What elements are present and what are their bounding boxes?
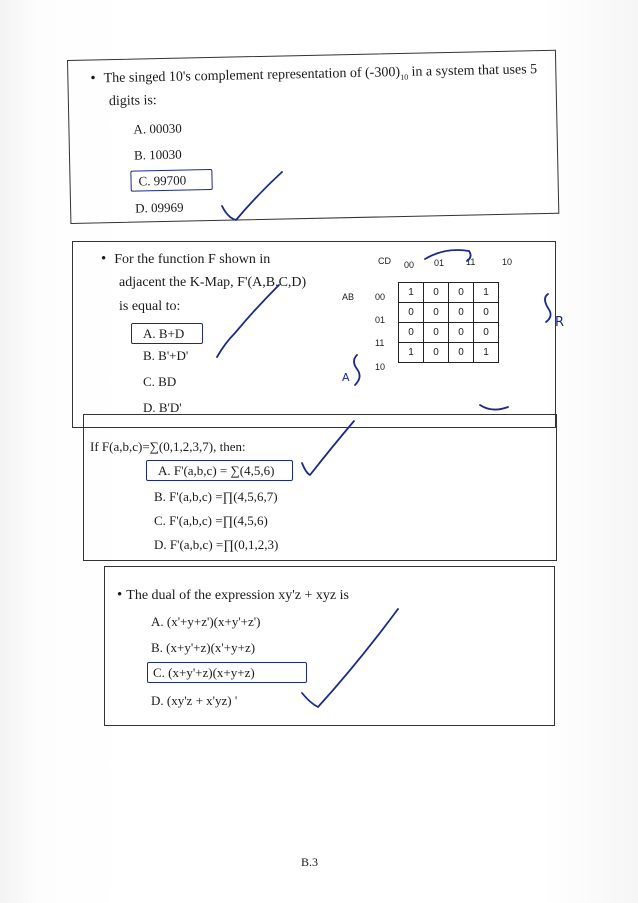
question-3-option-b[interactable]: B. F'(a,b,c) =∏(4,5,6,7) (154, 489, 278, 504)
question-4-stem (117, 587, 349, 604)
kmap-cell: 0 (424, 303, 449, 323)
question-1-stem-end: in a system that uses 5 (411, 62, 538, 80)
kmap-cell: 0 (424, 283, 449, 303)
kmap-row (399, 343, 499, 363)
kmap-cell: 1 (474, 343, 499, 363)
question-4-stem-text: The dual of the expression xy'z + xyz is (126, 588, 349, 603)
question-2-option-b[interactable]: B. B'+D' (143, 348, 189, 363)
question-2-option-d[interactable]: D. B'D' (143, 400, 182, 415)
question-1-option-d[interactable]: D. 09969 (134, 199, 184, 216)
kmap-row-header: 11 (375, 338, 385, 348)
kmap-cell: 1 (474, 283, 499, 303)
bullet-icon: • (117, 587, 123, 603)
answer-highlight-box (130, 169, 212, 192)
question-1-option-c[interactable]: C. 99700 (138, 172, 187, 189)
question-1-stem-line2: digits is: (108, 93, 157, 110)
question-4-option-b[interactable]: B. (x+y'+z)(x'+y+z) (151, 640, 256, 655)
kmap-col-header: 01 (434, 258, 445, 268)
question-4-option-c[interactable]: C. (x+y'+z)(x+y+z) (153, 665, 255, 680)
question-2-stem-line3: is equal to: (119, 299, 181, 314)
kmap-cell: 1 (399, 343, 424, 363)
kmap-col-header: 10 (502, 257, 513, 267)
kmap-cell: 0 (424, 323, 449, 343)
question-1-option-a[interactable]: A. 00030 (133, 120, 182, 137)
karnaugh-map (342, 250, 542, 410)
question-4-box (104, 566, 555, 726)
kmap-cell: 0 (449, 283, 474, 303)
kmap-row-header: 10 (375, 362, 386, 372)
kmap-col-header: 00 (404, 260, 415, 270)
kmap-cd-label: CD (378, 256, 391, 266)
question-1-stem-text: The singed 10's complement representation of (-300) (103, 65, 401, 87)
question-2-option-c[interactable]: C. BD (143, 374, 177, 389)
kmap-cell: 0 (449, 303, 474, 323)
kmap-row (399, 283, 499, 303)
question-1-stem-line1 (90, 61, 537, 88)
kmap-cell: 1 (399, 283, 424, 303)
question-2-stem-text: For the function F shown in (114, 252, 271, 267)
bullet-icon: • (101, 251, 107, 267)
kmap-cell: 0 (474, 303, 499, 323)
kmap-row-header: 00 (375, 292, 386, 302)
question-2-stem-line2: adjacent the K-Map, F'(A,B,C,D) (119, 275, 307, 290)
kmap-row (399, 303, 499, 323)
handwritten-label-right: R (555, 315, 565, 330)
kmap-grid (398, 282, 499, 363)
kmap-row (399, 323, 499, 343)
bullet-icon: • (90, 70, 96, 87)
subscript-base: 10 (400, 72, 409, 82)
kmap-cell: 0 (399, 323, 424, 343)
kmap-cell: 0 (449, 323, 474, 343)
question-3-option-d[interactable]: D. F'(a,b,c) =∏(0,1,2,3) (154, 537, 279, 552)
handwritten-label-left: A (342, 371, 350, 384)
kmap-row-header: 01 (375, 315, 386, 325)
page-number: B.3 (301, 855, 319, 869)
kmap-cell: 0 (399, 303, 424, 323)
answer-highlight-box (146, 460, 293, 481)
kmap-cell: 0 (474, 323, 499, 343)
question-3-option-a[interactable]: A. F'(a,b,c) = ∑(4,5,6) (158, 463, 275, 478)
kmap-col-header: 11 (466, 257, 476, 267)
answer-highlight-box (147, 662, 307, 683)
question-1-box (67, 50, 559, 224)
kmap-ab-label: AB (342, 292, 355, 302)
question-1-option-b[interactable]: B. 10030 (133, 146, 182, 163)
question-3-option-c[interactable]: C. F'(a,b,c) =∏(4,5,6) (154, 513, 268, 528)
question-4-option-a[interactable]: A. (x'+y+z')(x+y'+z') (151, 614, 261, 629)
question-3-stem: If F(a,b,c)=∑(0,1,2,3,7), then: (90, 439, 246, 454)
question-2-stem-line1 (101, 251, 270, 268)
kmap-cell: 0 (449, 343, 474, 363)
question-2-option-a[interactable]: A. B+D (143, 326, 185, 341)
question-4-option-d[interactable]: D. (xy'z + x'yz) ' (151, 693, 238, 708)
kmap-cell: 0 (424, 343, 449, 363)
question-3-box (83, 414, 557, 561)
answer-highlight-box (131, 323, 203, 344)
